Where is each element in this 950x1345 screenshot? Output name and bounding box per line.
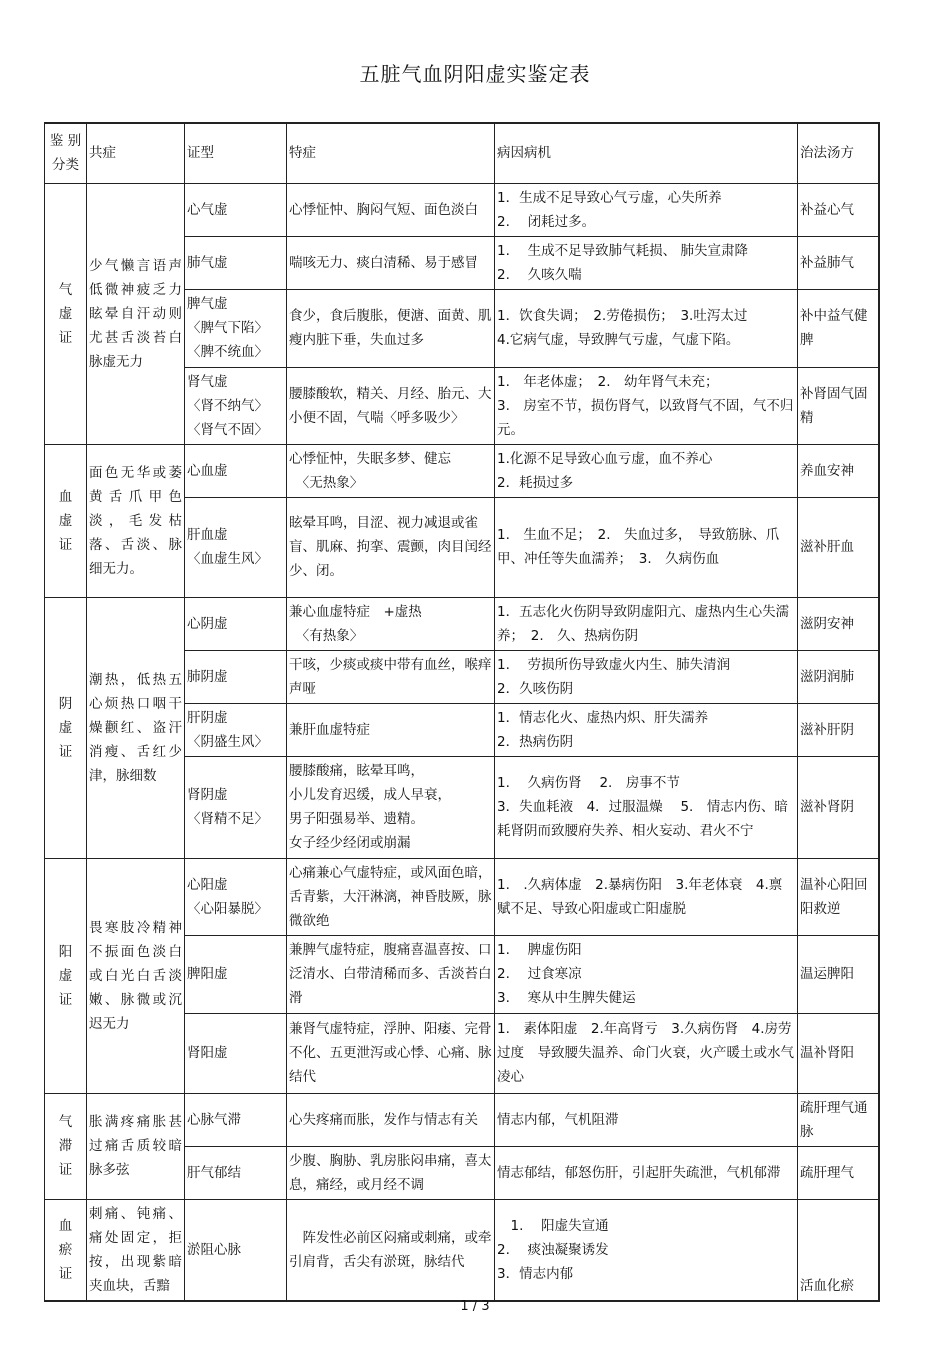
cause-cell [495, 1146, 798, 1199]
table-header-row [45, 123, 879, 183]
syndrome-type-cell-line: 肺阴虚 [187, 668, 228, 685]
cause-cell-line: 2. 过食寒凉 [497, 966, 582, 982]
category-cell [45, 444, 87, 597]
treatment-cell: 补益肺气 [798, 236, 879, 289]
cause-cell-line: 1. 生血不足； 2. 失血过多， 导致筋脉、爪甲、冲任等失血濡养； 3. 久病伤血 [497, 527, 780, 567]
category-char: 虚 [58, 967, 73, 984]
common-symptoms-cell: 胀满疼痛胀甚过痛舌质较暗脉多弦 [87, 1093, 185, 1199]
cause-cell [495, 1093, 798, 1146]
feature-cell-line: 男子阳强易举、遗精。 [289, 811, 424, 827]
treatment-cell: 滋补肝血 [798, 497, 879, 597]
feature-cell [287, 597, 495, 650]
header-category-line: 鉴 别 [49, 133, 82, 150]
syndrome-type-cell [185, 183, 287, 236]
category-char: 瘀 [58, 1241, 73, 1258]
cause-cell-line: 1. 素体阳虚 2.年高肾亏 3.久病伤肾 4.房劳过度 导致腰失温养、命门火衰，火产暖土或水气凌心 [497, 1021, 794, 1085]
syndrome-type-cell-line: 〈血虚生风〉 [187, 551, 268, 567]
category-char: 证 [58, 329, 73, 346]
syndrome-type-cell [185, 1013, 287, 1093]
syndrome-type-cell-line: 心气虚 [187, 201, 228, 218]
syndrome-type-cell-line: 〈肾不纳气〉 [187, 397, 268, 414]
syndrome-type-cell-line: 〈脾气下陷〉 [187, 320, 268, 336]
syndrome-type-cell-line: 肝血虚 [187, 527, 228, 543]
feature-cell-line: 兼肝血虚特症 [289, 721, 370, 738]
cause-cell-line: 3．失血耗液 4．过服温燥 5. 情志内伤、暗耗肾阴而致腰府失养、相火妄动、君火不宁 [497, 799, 788, 839]
cause-cell-line: 1. .久病体虚 2.暴病伤阳 3.年老体衰 4.禀赋不足、导致心阳虚或亡阳虚脱 [497, 876, 783, 917]
table-row [45, 597, 879, 650]
syndrome-type-cell-line: 心脉气滞 [187, 1111, 241, 1128]
table-row [45, 444, 879, 497]
syndrome-type-cell-line: 〈心阳暴脱〉 [187, 900, 268, 917]
category-char: 虚 [58, 512, 73, 529]
category-cell [45, 597, 87, 858]
page-number: 1 / 3 [460, 1299, 490, 1314]
table-row [45, 858, 879, 935]
syndrome-table [44, 122, 880, 1302]
category-char: 滞 [58, 1138, 73, 1154]
cause-cell-line: 2. 闭耗过多。 [497, 213, 596, 230]
cause-cell-line: 1. 脾虚伤阳 [497, 942, 582, 958]
header-common: 共症 [87, 123, 185, 183]
syndrome-type-cell [185, 444, 287, 497]
syndrome-type-cell-line: 肝阴虚 [187, 709, 228, 726]
syndrome-type-cell [185, 935, 287, 1013]
cause-cell [495, 703, 798, 756]
syndrome-type-cell [185, 703, 287, 756]
cause-cell [495, 367, 798, 444]
header-type: 证型 [185, 123, 287, 183]
cause-cell-line: 2．耗损过多 [497, 474, 574, 491]
category-char: 证 [58, 536, 73, 553]
cause-cell-line: 1．情志化火、虚热内炽、肝失濡养 [497, 709, 709, 726]
syndrome-type-cell-line: 肾阴虚 [187, 787, 228, 803]
header-cause: 病因病机 [495, 123, 798, 183]
common-symptoms-cell: 刺痛、钝痛、痛处固定，拒按，出现紫暗夹血块，舌黯 [87, 1199, 185, 1301]
cause-cell-line: 2. 痰浊凝聚诱发 [497, 1241, 609, 1258]
cause-cell-line: 1. 劳损所伤导致虚火内生、肺失清润 [497, 656, 731, 673]
common-symptoms-cell: 面色无华或萎黄舌爪甲色淡，毛发枯落、舌淡、脉细无力。 [87, 444, 185, 597]
feature-cell [287, 1146, 495, 1199]
syndrome-type-cell-line: 心阴虚 [187, 615, 228, 632]
category-cell [45, 858, 87, 1093]
feature-cell-line: 眩晕耳鸣，目涩、视力减退或雀盲、肌麻、拘挛、震颤，肉目闰经少、闭。 [289, 515, 492, 579]
syndrome-type-cell-line: 〈阴盛生风〉 [187, 733, 268, 750]
treatment-cell: 温补心阳回阳救逆 [798, 858, 879, 935]
table-row [45, 1093, 879, 1146]
treatment-cell: 疏肝理气通脉 [798, 1093, 879, 1146]
cause-cell [495, 597, 798, 650]
feature-cell-line: 兼肾气虚特症，浮肿、阳痿、完骨不化、五更泄泻或心悸、心痛、脉结代 [289, 1021, 492, 1085]
header-treatment: 治法汤方 [798, 123, 879, 183]
feature-cell-line: 心悸怔忡，失眠多梦、健忘 [289, 450, 451, 467]
feature-cell-line: 心悸怔忡、胸闷气短、面色淡白 [289, 201, 478, 218]
cause-cell-line: 1.化源不足导致心血亏虚，血不养心 [497, 450, 713, 467]
syndrome-type-cell-line: 脾气虚 [187, 296, 228, 312]
feature-cell [287, 756, 495, 858]
feature-cell-line: 小儿发育迟缓，成人早衰， [289, 787, 451, 803]
syndrome-type-cell-line: 〈肾精不足〉 [187, 811, 268, 827]
table-row [45, 1199, 879, 1301]
header-category [45, 123, 87, 183]
cause-cell [495, 236, 798, 289]
syndrome-type-cell [185, 1199, 287, 1301]
feature-cell-line: 兼脾气虚特症，腹痛喜温喜按、口泛清水、白带清稀而多、舌淡苔白滑 [289, 942, 492, 1006]
cause-cell-line: 1．饮食失调； 2.劳倦损伤； 3.吐泻太过 [497, 308, 748, 324]
category-char: 阴 [58, 695, 73, 712]
common-symptoms-cell: 少气懒言语声低微神疲乏力眩晕自汗动则尤甚舌淡苔白脉虚无力 [87, 183, 185, 444]
syndrome-type-cell [185, 367, 287, 444]
syndrome-type-cell-line: 肾气虚 [187, 373, 228, 390]
category-char: 证 [58, 991, 73, 1008]
feature-cell [287, 289, 495, 367]
cause-cell [495, 1013, 798, 1093]
common-symptoms-cell: 潮热，低热五心烦热口咽干燥颧红、盗汗消瘦、舌红少津，脉细数 [87, 597, 185, 858]
header-category-line: 分类 [52, 157, 79, 174]
category-char: 气 [58, 1114, 73, 1130]
treatment-cell: 滋补肝阴 [798, 703, 879, 756]
cause-cell-line: 1. 生成不足导致肺气耗损、 肺失宣肃降 [497, 242, 748, 259]
syndrome-type-cell-line: 〈脾不统血〉 [187, 344, 268, 360]
cause-cell [495, 497, 798, 597]
syndrome-type-cell [185, 756, 287, 858]
cause-cell-line: 2．热病伤阴 [497, 733, 574, 750]
feature-cell-line: 〈有热象〉 [289, 627, 364, 644]
category-char: 虚 [58, 305, 73, 322]
cause-cell [495, 935, 798, 1013]
cause-cell [495, 1199, 798, 1301]
syndrome-type-cell [185, 858, 287, 935]
category-char: 证 [58, 743, 73, 760]
treatment-cell: 滋阴安神 [798, 597, 879, 650]
treatment-cell: 温运脾阳 [798, 935, 879, 1013]
syndrome-type-cell-line: 心阳虚 [187, 876, 228, 893]
table-row [45, 183, 879, 236]
feature-cell-line: 干咳，少痰或痰中带有血丝，喉痒声哑 [289, 656, 492, 697]
cause-cell-line: 情志内郁，气机阻滞 [497, 1111, 619, 1128]
syndrome-type-cell-line: 淤阻心脉 [187, 1241, 241, 1258]
feature-cell-line: 〈无热象〉 [289, 474, 364, 491]
cause-cell-line: 3. 房室不节，损伤肾气，以致肾气不固，气不归元。 [497, 397, 794, 438]
cause-cell-line: 3. 寒从中生脾失健运 [497, 990, 636, 1006]
feature-cell-line: 心痛兼心气虚特症，或风面色暗，舌青紫，大汗淋漓，神昏肢厥，脉微欲绝 [289, 864, 492, 929]
cause-cell-line: 1．生成不足导致心气亏虚，心失所养 [497, 189, 722, 206]
document-title: 五脏气血阴阳虚实鉴定表 [359, 62, 591, 86]
cause-cell [495, 650, 798, 703]
feature-cell [287, 1013, 495, 1093]
treatment-cell: 温补肾阳 [798, 1013, 879, 1093]
syndrome-type-cell [185, 650, 287, 703]
feature-cell-line: 女子经少经闭或崩漏 [289, 835, 411, 851]
cause-cell [495, 858, 798, 935]
feature-cell-line: 喘咳无力、痰白清稀、易于感冒 [289, 254, 478, 271]
feature-cell [287, 1093, 495, 1146]
feature-cell [287, 935, 495, 1013]
syndrome-type-cell [185, 1146, 287, 1199]
cause-cell-line: 2. 久咳久喘 [497, 266, 582, 283]
cause-cell-line: 3．情志内郁 [497, 1265, 574, 1282]
syndrome-type-cell-line: 〈肾气不固〉 [187, 421, 268, 438]
cause-cell-line: 4.它病气虚，导致脾气亏虚，气虚下陷。 [497, 332, 740, 348]
feature-cell-line: 心失疼痛而胀，发作与情志有关 [289, 1111, 478, 1128]
category-cell [45, 1199, 87, 1301]
category-char: 血 [58, 488, 73, 505]
cause-cell-line: 1. 久病伤肾 2. 房事不节 [497, 775, 680, 791]
feature-cell [287, 444, 495, 497]
feature-cell [287, 858, 495, 935]
category-char: 血 [58, 1217, 73, 1234]
treatment-cell: 疏肝理气 [798, 1146, 879, 1199]
cause-cell [495, 289, 798, 367]
feature-cell [287, 497, 495, 597]
feature-cell [287, 367, 495, 444]
syndrome-type-cell-line: 心血虚 [187, 462, 228, 479]
category-char: 虚 [58, 719, 73, 736]
feature-cell [287, 183, 495, 236]
feature-cell-line: 兼心血虚特症 +虚热 [289, 603, 422, 620]
feature-cell-line: 食少，食后腹胀，便溏、面黄、肌瘦内脏下垂，失血过多 [289, 308, 492, 348]
treatment-cell: 养血安神 [798, 444, 879, 497]
cause-cell-line: 1．五志化火伤阴导致阴虚阳亢、虚热内生心失濡养； 2. 久、热病伤阴 [497, 603, 790, 644]
treatment-cell: 活血化瘀 [798, 1199, 879, 1301]
syndrome-type-cell-line: 肾阳虚 [187, 1045, 228, 1061]
syndrome-type-cell [185, 289, 287, 367]
category-cell [45, 1093, 87, 1199]
header-feature: 特症 [287, 123, 495, 183]
feature-cell [287, 703, 495, 756]
common-symptoms-cell: 畏寒肢冷精神不振面色淡白或白光白舌淡嫩、脉微或沉迟无力 [87, 858, 185, 1093]
cause-cell [495, 444, 798, 497]
category-char: 证 [58, 1265, 73, 1282]
syndrome-type-cell [185, 497, 287, 597]
cause-cell-line: 1. 阳虚失宣通 [497, 1217, 609, 1234]
syndrome-type-cell [185, 236, 287, 289]
feature-cell [287, 650, 495, 703]
cause-cell-line: 情志郁结，郁怒伤肝，引起肝失疏泄，气机郁滞 [497, 1164, 781, 1181]
treatment-cell: 补肾固气固精 [798, 367, 879, 444]
feature-cell [287, 1199, 495, 1301]
feature-cell-line: 少腹、胸胁、乳房胀闷串痛，喜太息，痛经，或月经不调 [289, 1152, 492, 1193]
category-char: 气 [58, 281, 73, 298]
category-cell [45, 183, 87, 444]
feature-cell-line: 腰膝酸痛，眩晕耳鸣， [289, 763, 424, 779]
syndrome-type-cell [185, 1093, 287, 1146]
cause-cell [495, 756, 798, 858]
syndrome-type-cell [185, 597, 287, 650]
cause-cell-line: 1. 年老体虚； 2. 幼年肾气未充； [497, 373, 719, 390]
treatment-cell: 滋阴润肺 [798, 650, 879, 703]
treatment-cell: 补中益气健脾 [798, 289, 879, 367]
feature-cell-line: 腰膝酸软，精关、月经、胎元、大小便不固，气喘〈呼多吸少〉 [289, 385, 492, 426]
cause-cell-line: 2．久咳伤阴 [497, 680, 574, 697]
feature-cell-line: 阵发性必前区闷痛或刺痛，或牵引肩背，舌尖有淤斑，脉结代 [289, 1229, 492, 1270]
syndrome-type-cell-line: 肺气虚 [187, 254, 228, 271]
syndrome-type-cell-line: 脾阳虚 [187, 966, 228, 982]
cause-cell [495, 183, 798, 236]
feature-cell [287, 236, 495, 289]
category-char: 证 [58, 1162, 73, 1178]
category-char: 阳 [58, 943, 73, 960]
treatment-cell: 滋补肾阴 [798, 756, 879, 858]
treatment-cell: 补益心气 [798, 183, 879, 236]
syndrome-type-cell-line: 肝气郁结 [187, 1164, 241, 1181]
